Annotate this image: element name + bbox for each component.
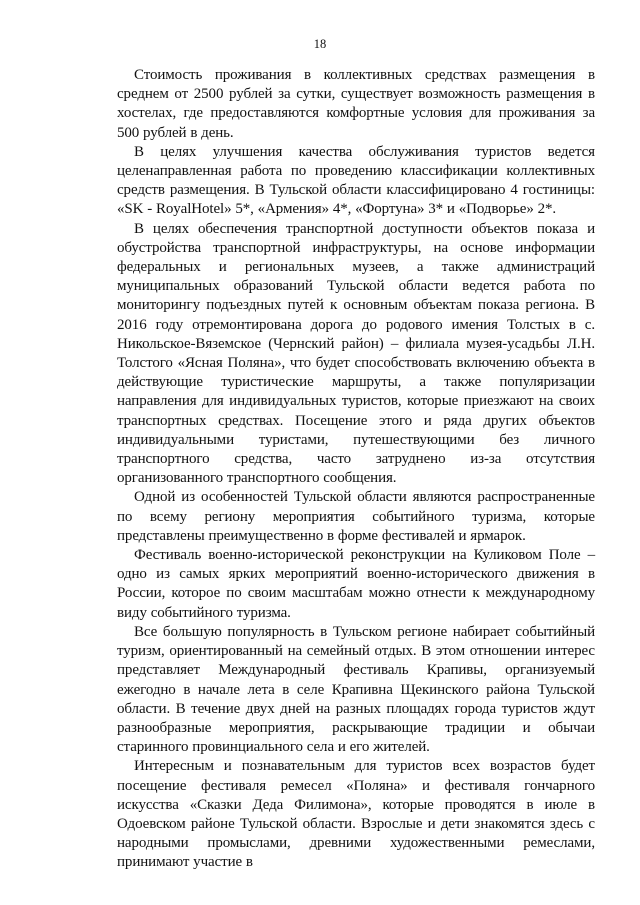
page-number: 18 bbox=[313, 37, 327, 51]
paragraph-kulikovo-festival: Фестиваль военно-исторической реконструкции на Куликовом Поле – одно из самых ярких мероприятий военно-исторического движения в России, которое по своим масштабам можно отнести к международному виду событийного туризма. bbox=[117, 547, 595, 621]
paragraph-krapiva-festival: Все большую популярность в Тульском регионе набирает событийный туризм, ориентированный на семейный отдых. В этом отношении интерес представляет Международный фестиваль Крапивы, организуемый ежегодно в начале лета в селе Крапивна Щекинского района Тульской области. В течение двух дней на разных площадях города туристов ждут разнообразные мероприятия, раскрывающие традиции и обычаи старинного провинциального села и его жителей. bbox=[117, 623, 595, 756]
paragraph-crafts-festivals: Интересным и познавательным для туристов всех возрастов будет посещение фестиваля ремесел «Поляна» и фестиваля гончарного искусства «Сказки Деда Филимона», которые проводятся в июле в Одоевском районе Тульской области. Взрослые и дети знакомятся здесь с народными промыслами, древними художественными ремеслами, принимают участие в bbox=[117, 758, 595, 871]
paragraph-transport-accessibility: В целях обеспечения транспортной доступности объектов показа и обустройства транспортной инфраструктуры, на основе информации федеральных и региональных музеев, а также администраций муниципальных образований Тульской области ведется работа по мониторингу подъездных путей к основным объектам показа региона. В 2016 году отремонтирована дорога до родового имения Толстых в с. Никольское-Вяземское (Чернский район) – филиала музея-усадьбы Л.Н. Толстого «Ясная Поляна», что будет способствовать включению объекта в действующие туристические маршруты, а также популяризации направления для индивидуальных туристов, которые приезжают на своих транспортных средствах. Посещение этого и ряда других объектов индивидуальными туристами, путешествующими без личного транспортного средства, часто затруднено из-за отсутствия организованного транспортного сообщения. bbox=[117, 220, 595, 487]
paragraph-accommodation-cost: Стоимость проживания в коллективных средствах размещения в среднем от 2500 рублей за сутки, существует возможность размещения в хостелах, где предоставляются комфортные условия для проживания за 500 рублей в день. bbox=[117, 67, 595, 141]
paragraph-event-tourism: Одной из особенностей Тульской области являются распространенные по всему региону мероприятия событийного туризма, которые представлены преимущественно в форме фестивалей и ярмарок. bbox=[117, 489, 595, 544]
document-body bbox=[117, 66, 595, 873]
paragraph-hotel-classification: В целях улучшения качества обслуживания туристов ведется целенаправленная работа по проведению классификации коллективных средств размещения. В Тульской области классифицировано 4 гостиницы: «SK - RoyalHotel» 5*, «Армения» 4*, «Фортуна» 3* и «Подворье» 2*. bbox=[117, 143, 595, 218]
